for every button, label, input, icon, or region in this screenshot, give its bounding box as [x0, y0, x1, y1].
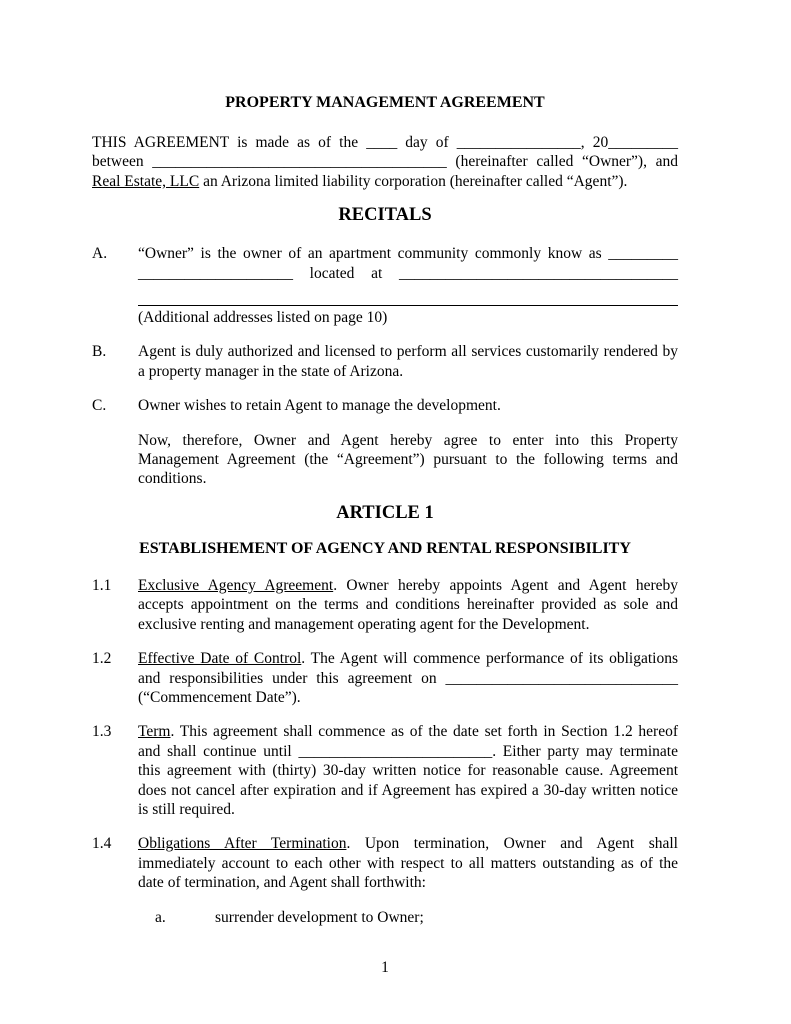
item-label: C. [92, 397, 107, 415]
recital-item-b [92, 342, 678, 381]
section-title: Term [138, 723, 171, 741]
section-number: 1.1 [92, 576, 112, 594]
document-line: accepts appointment on the terms and conditions hereinafter provided as sole and [138, 596, 678, 614]
document-line: conditions. [138, 470, 207, 488]
document-line: a property manager in the state of Arizona. [138, 362, 404, 380]
document-line: “Owner” is the owner of an apartment community commonly know as _________ [138, 245, 678, 263]
section-number: 1.4 [92, 835, 112, 853]
article-1-subheading: ESTABLISHEMENT OF AGENCY AND RENTAL RESPONSIBILITY [139, 539, 631, 557]
page-number: 1 [381, 959, 389, 976]
document-text: . This agreement shall commence as of the date set forth in Section 1.2 hereof [170, 723, 678, 741]
recitals-heading: RECITALS [338, 205, 432, 226]
section-title: Obligations After Termination [138, 835, 347, 853]
section-number: 1.3 [92, 723, 112, 741]
article-1-heading: ARTICLE 1 [336, 502, 434, 523]
section-1-1 [92, 576, 678, 634]
section-number: 1.2 [92, 650, 112, 668]
document-line: Owner wishes to retain Agent to manage the development. [138, 397, 501, 415]
item-label: B. [92, 343, 107, 361]
document-line: and shall continue until _________________________. Either party may terminate [138, 742, 678, 760]
section-title: Effective Date of Control [138, 650, 302, 668]
recital-item-c [92, 396, 678, 415]
document-line: does not cancel after expiration and if Agreement has expired a 30-day written notice [138, 781, 678, 799]
document-text: . Upon termination, Owner and Agent shall [346, 835, 678, 853]
recital-item-a [92, 244, 678, 327]
item-label [92, 431, 138, 489]
document-line: and responsibilities under this agreement on ______________________________ [138, 669, 678, 687]
list-item-label: a. [155, 908, 166, 926]
document-line [138, 576, 678, 595]
document-line: exclusive renting and management operating agent for the Development. [138, 615, 590, 633]
document-line: (Additional addresses listed on page 10) [138, 309, 388, 327]
document-line: between ______________________________________ (hereinafter called “Owner”), and [92, 153, 678, 171]
now-therefore-paragraph [92, 431, 678, 489]
section-1-3 [92, 722, 678, 819]
list-item-a [155, 908, 678, 927]
company-name: Real Estate, LLC [92, 172, 200, 190]
document-title: PROPERTY MANAGEMENT AGREEMENT [225, 94, 545, 111]
document-text: an Arizona limited liability corporation (hereinafter called “Agent”). [199, 172, 628, 190]
document-line [138, 649, 678, 668]
document-line: Now, therefore, Owner and Agent hereby agree to enter into this Property [138, 431, 678, 449]
document-line: date of termination, and Agent shall forthwith: [138, 874, 426, 892]
section-1-4 [92, 834, 678, 892]
document-text: . Owner hereby appoints Agent and Agent hereby [333, 576, 678, 594]
blank-line [138, 288, 678, 306]
document-line: ____________________ located at ____________________________________ [138, 264, 678, 282]
item-label: A. [92, 245, 108, 263]
document-line: immediately account to each other with respect to all matters outstanding as of the [138, 854, 678, 872]
document-line: is still required. [138, 800, 235, 818]
list-item-text: surrender development to Owner; [215, 908, 424, 926]
document-line: this agreement with (thirty) 30-day written notice for reasonable cause. Agreement [138, 762, 678, 780]
document-line: THIS AGREEMENT is made as of the ____ day of ________________, 20_________ [92, 134, 678, 151]
document-line: Management Agreement (the “Agreement”) pursuant to the following terms and [138, 451, 678, 469]
section-title: Exclusive Agency Agreement [138, 576, 334, 594]
document-line: Agent is duly authorized and licensed to perform all services customarily rendered by [138, 343, 678, 361]
section-1-2 [92, 649, 678, 707]
document-text: . The Agent will commence performance of its obligations [301, 650, 679, 668]
document-line [92, 172, 678, 191]
document-line [138, 834, 678, 853]
document-line [138, 722, 678, 741]
intro-paragraph [92, 133, 678, 191]
document-line: (“Commencement Date”). [138, 688, 301, 706]
